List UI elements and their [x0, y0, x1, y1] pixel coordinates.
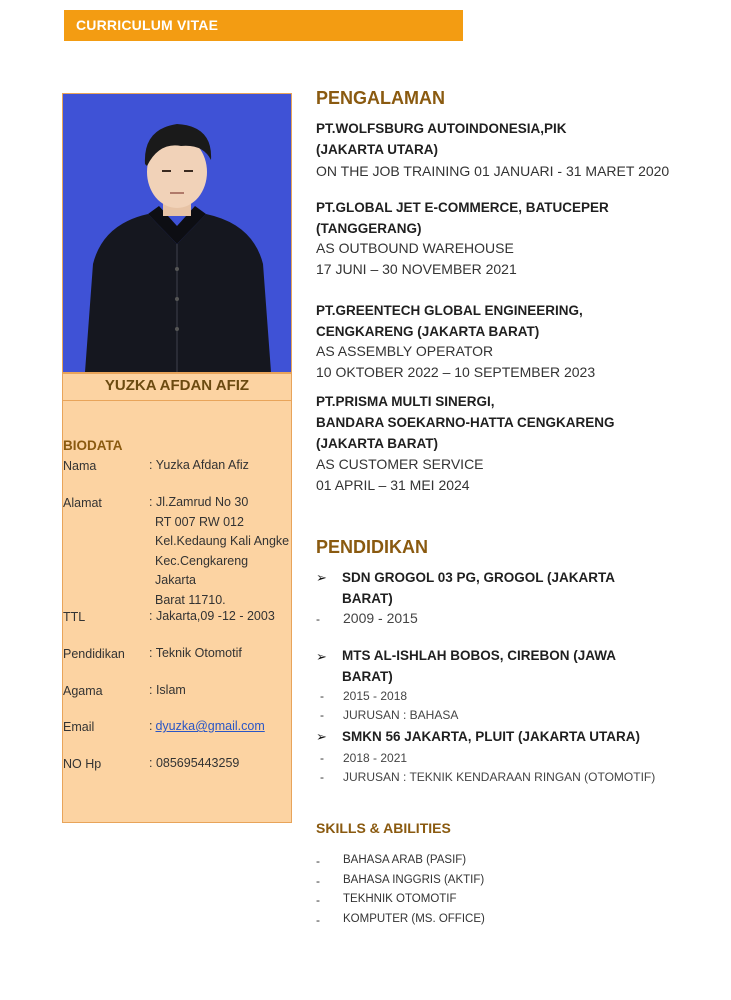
school-line: SDN GROGOL 03 PG, GROGOL (JAKARTA [342, 570, 616, 585]
arrow-bullet-icon: ➢ [316, 570, 327, 585]
job-company-line: PT.PRISMA MULTI SINERGI, [316, 394, 495, 409]
dash-bullet: - [320, 751, 324, 765]
header-banner [64, 10, 463, 41]
school-line: BARAT) [342, 591, 393, 606]
experience-heading: PENGALAMAN [316, 88, 445, 108]
job-company-line: PT.GLOBAL JET E-COMMERCE, BATUCEPER [316, 200, 609, 215]
job-detail: 10 OKTOBER 2022 – 10 SEPTEMBER 2023 [316, 364, 596, 380]
job-company-line: CENGKARENG (JAKARTA BARAT) [316, 324, 540, 339]
job-detail: 17 JUNI – 30 NOVEMBER 2021 [316, 261, 517, 277]
profile-panel [62, 93, 292, 823]
job-company-line: (JAKARTA BARAT) [316, 436, 438, 451]
skills-heading: SKILLS & ABILITIES [316, 820, 451, 836]
job-company-line: PT.WOLFSBURG AUTOINDONESIA,PIK [316, 121, 567, 136]
bio-value-email [149, 717, 291, 737]
education-school [342, 726, 702, 747]
education-detail: 2015 - 2018 [343, 689, 408, 703]
dash-bullet: - [320, 770, 324, 784]
dash-bullet: - [320, 708, 324, 722]
bio-label-ttl: TTL [63, 610, 86, 624]
biodata-heading: BIODATA [63, 438, 123, 453]
bio-label-agama: Agama [63, 684, 103, 698]
dash-bullet: - [316, 893, 320, 907]
job-company [316, 391, 615, 454]
dash-bullet: - [320, 689, 324, 703]
bio-value-alamat [149, 493, 291, 610]
school-line: SMKN 56 JAKARTA, PLUIT (JAKARTA UTARA) [342, 729, 640, 744]
profile-photo [63, 94, 291, 372]
job-company [316, 118, 567, 160]
name-bar [63, 372, 291, 401]
education-detail: 2018 - 2021 [343, 751, 408, 765]
email-link[interactable]: dyuzka@gmail.com [155, 719, 265, 733]
address-line: RT 007 RW 012 [155, 514, 244, 529]
bio-value-nama: : Yuzka Afdan Afiz [149, 458, 249, 472]
skill-item: BAHASA INGGRIS (AKTIF) [343, 874, 485, 886]
job-detail: AS OUTBOUND WAREHOUSE [316, 240, 514, 256]
skill-item: BAHASA ARAB (PASIF) [343, 854, 467, 866]
bio-label-pendidikan: Pendidikan [63, 647, 125, 661]
bio-label-phone: NO Hp [63, 757, 102, 771]
job-company [316, 197, 609, 239]
job-company-line: (JAKARTA UTARA) [316, 142, 438, 157]
bio-value-pendidikan: : Teknik Otomotif [149, 646, 242, 660]
arrow-bullet-icon: ➢ [316, 729, 327, 744]
bio-value-phone: : 085695443259 [149, 756, 240, 770]
education-heading: PENDIDIKAN [316, 537, 429, 557]
education-detail: JURUSAN : BAHASA [343, 708, 459, 722]
bio-value-agama: : Islam [149, 683, 186, 697]
address-line: : Jl.Zamrud No 30 [149, 495, 249, 509]
education-school [342, 567, 662, 609]
education-school [342, 645, 662, 687]
bio-label-email: Email [63, 720, 95, 734]
dash-bullet: - [316, 854, 320, 868]
person-photo-illustration [63, 94, 291, 372]
job-detail: ON THE JOB TRAINING 01 JANUARI - 31 MARET 2020 [316, 163, 670, 179]
job-company-line: BANDARA SOEKARNO-HATTA CENGKARENG [316, 415, 615, 430]
job-detail: AS CUSTOMER SERVICE [316, 456, 484, 472]
bio-label-alamat: Alamat [63, 496, 102, 510]
job-detail: AS ASSEMBLY OPERATOR [316, 343, 494, 359]
address-line: Kec.Cengkareng Jakarta [155, 553, 249, 587]
education-detail: JURUSAN : TEKNIK KENDARAAN RINGAN (OTOMOTIF) [343, 770, 656, 784]
address-line: Barat 11710. [155, 592, 226, 607]
bio-value-ttl: : Jakarta,09 -12 - 2003 [149, 609, 275, 623]
school-line: MTS AL-ISHLAH BOBOS, CIREBON (JAWA [342, 648, 617, 663]
skill-item: KOMPUTER (MS. OFFICE) [343, 913, 485, 925]
cv-title: CURRICULUM VITAE [76, 17, 219, 33]
school-line: BARAT) [342, 669, 393, 684]
skill-item: TEKHNIK OTOMOTIF [343, 893, 457, 905]
bio-label-nama: Nama [63, 459, 97, 473]
education-detail: 2009 - 2015 [343, 610, 418, 626]
dash-bullet: - [316, 874, 320, 888]
arrow-bullet-icon: ➢ [316, 649, 327, 664]
email-colon: : [149, 719, 153, 733]
job-detail: 01 APRIL – 31 MEI 2024 [316, 477, 470, 493]
dash-bullet: - [316, 913, 320, 927]
job-company-line: (TANGGERANG) [316, 221, 422, 236]
profile-name: YUZKA AFDAN AFIZ [104, 377, 250, 394]
job-company-line: PT.GREENTECH GLOBAL ENGINEERING, [316, 303, 583, 318]
address-line: Kel.Kedaung Kali Angke [155, 534, 290, 548]
job-company [316, 300, 583, 342]
dash-bullet: - [316, 612, 320, 626]
